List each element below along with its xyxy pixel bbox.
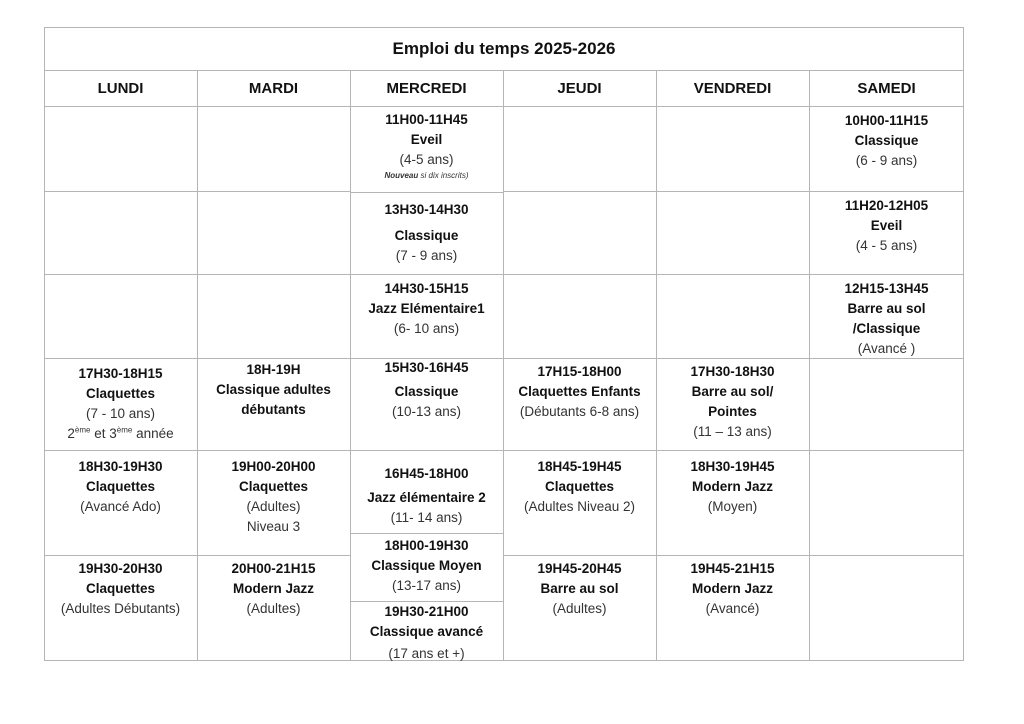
class-age: (11- 14 ans) [390,510,463,525]
class-name: Barre au sol/ [691,384,774,399]
class-age: (Avancé ) [857,341,916,356]
class-name: Barre au sol [540,581,619,596]
class-name: Modern Jazz [691,479,773,494]
class-time: 19H30-20H30 [78,561,163,576]
class-age: (11 – 13 ans) [693,424,772,439]
class-age: (10-13 ans) [391,404,462,419]
day-label: MARDI [248,79,299,97]
class-age: (Avancé) [705,601,760,616]
class-time: 19H30-21H00 [384,604,469,619]
mercredi-class-2 [350,192,503,274]
class-age: (Adultes Débutants) [60,601,181,616]
class-time: 18H30-19H30 [78,459,163,474]
class-time: 19H45-21H15 [690,561,775,576]
class-name: Claquettes [85,386,156,401]
mardi-class-3 [197,555,350,660]
mercredi-class-6 [350,533,503,601]
class-time: 18H-19H [246,362,301,377]
class-age: (6 - 9 ans) [855,153,918,168]
class-name-line2: débutants [241,402,306,417]
class-time: 18H00-19H30 [384,538,469,553]
class-name: Classique avancé [369,624,484,639]
samedi-class-2 [809,191,964,274]
jeudi-class-1 [503,358,656,450]
class-name: Classique Moyen [371,558,482,573]
class-name: Classique adultes [216,382,331,397]
class-name: Claquettes Enfants [518,384,641,399]
class-name: Claquettes [544,479,615,494]
header-mercredi [350,70,503,106]
day-label: VENDREDI [693,79,772,97]
class-time: 11H00-11H45 [385,112,468,127]
class-name-line2: Pointes [708,404,757,419]
day-label: MERCREDI [386,79,467,97]
class-age: (Adultes) [246,601,301,616]
page-title: Emploi du temps 2025-2026 [392,38,616,58]
class-name: Modern Jazz [232,581,314,596]
header-jeudi [503,70,656,106]
class-age: (7 - 9 ans) [395,248,458,263]
header-mardi [197,70,350,106]
jeudi-class-3 [503,555,656,660]
class-time: 20H00-21H15 [231,561,316,576]
mercredi-class-1 [350,106,503,192]
mercredi-class-4 [350,358,503,450]
class-time: 16H45-18H00 [384,466,469,481]
class-time: 10H00-11H15 [844,113,929,128]
header-vendredi [656,70,809,106]
class-time: 18H30-19H45 [690,459,775,474]
class-name: Modern Jazz [691,581,773,596]
class-name: Classique [854,133,919,148]
class-name: Classique [394,228,459,243]
class-time: 19H00-20H00 [231,459,316,474]
class-age: (Adultes Niveau 2) [523,499,636,514]
class-time: 17H30-18H15 [78,366,163,381]
vendredi-class-1 [656,358,809,450]
class-name-line2: /Classique [852,321,921,336]
class-name: Barre au sol [847,301,926,316]
lundi-class-3 [44,555,197,660]
class-age: (Adultes) [246,499,301,514]
class-note: Nouveau si dix inscrits) [384,171,469,180]
class-time: 17H30-18H30 [690,364,775,379]
class-age: (4-5 ans) [399,152,454,167]
class-time: 13H30-14H30 [384,202,469,217]
class-age: (Moyen) [707,499,758,514]
class-age: (17 ans et +) [388,646,465,661]
class-note: Niveau 3 [246,519,301,534]
samedi-class-1 [809,106,964,191]
class-name: Jazz élémentaire 2 [367,490,486,505]
mercredi-class-7 [350,601,503,660]
class-age: (4 - 5 ans) [855,238,918,253]
mardi-class-2 [197,450,350,555]
class-age: (7 - 10 ans) [85,406,156,421]
class-name: Jazz Elémentaire1 [368,301,485,316]
class-time: 14H30-15H15 [384,281,469,296]
day-label: SAMEDI [857,79,916,97]
header-lundi [44,70,197,106]
vendredi-class-2 [656,450,809,555]
mercredi-class-3 [350,274,503,358]
class-time: 17H15-18H00 [537,364,622,379]
class-name: Classique [394,384,459,399]
class-name: Eveil [410,132,443,147]
header-samedi [809,70,964,106]
class-note: 2ème et 3ème année [67,425,174,441]
mercredi-class-5 [350,450,503,533]
class-age: (Avancé Ado) [80,499,161,514]
class-name: Claquettes [85,581,156,596]
class-age: (13-17 ans) [391,578,462,593]
timetable [44,27,964,661]
class-time: 19H45-20H45 [537,561,622,576]
day-label: LUNDI [97,79,144,97]
class-name: Eveil [870,218,903,233]
samedi-class-3 [809,274,964,358]
day-label: JEUDI [557,79,602,97]
class-time: 12H15-13H45 [844,281,929,296]
lundi-class-2 [44,450,197,555]
jeudi-class-2 [503,450,656,555]
lundi-class-1 [44,358,197,450]
class-time: 15H30-16H45 [384,360,469,375]
class-age: (6- 10 ans) [393,321,460,336]
class-age: (Adultes) [552,601,607,616]
class-time: 11H20-12H05 [844,198,929,213]
mardi-class-1 [197,358,350,450]
class-name: Claquettes [85,479,156,494]
class-time: 18H45-19H45 [537,459,622,474]
timetable-title-cell [44,27,964,70]
class-name: Claquettes [238,479,309,494]
class-age: (Débutants 6-8 ans) [519,404,640,419]
vendredi-class-3 [656,555,809,660]
